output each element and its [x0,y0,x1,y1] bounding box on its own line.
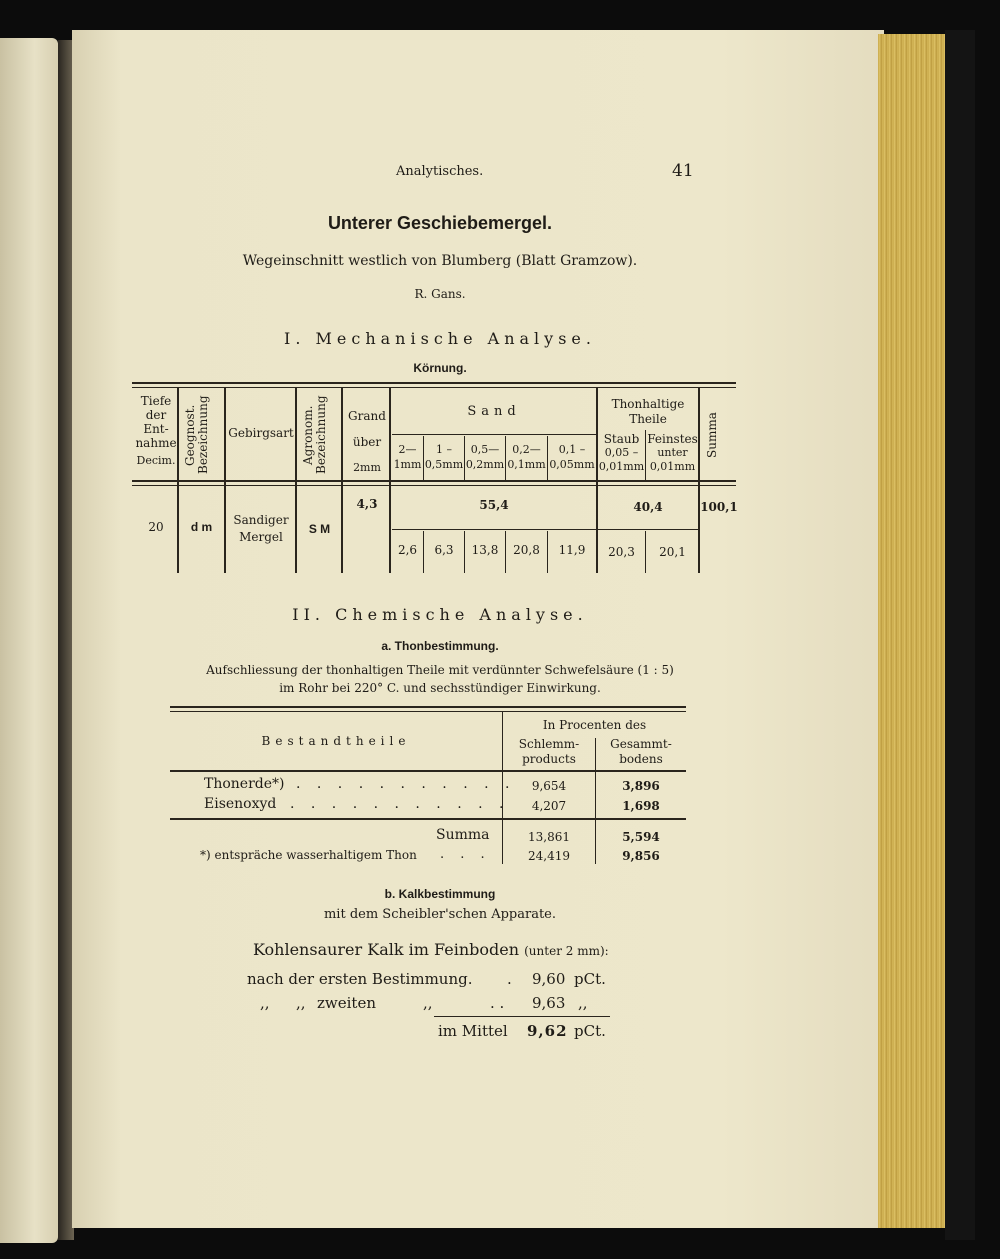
cell-summa: 100,1 [700,500,738,514]
left-page-edge [0,38,58,1243]
cell-sand-total: 55,4 [479,498,509,512]
header-geognost: Geognost. Bezeichnung [183,395,210,475]
kalk-mittel-label: im Mittel [438,1022,508,1040]
section2-sub-a: a. Thonbestimmung. [381,639,499,653]
book-cover [945,30,975,1240]
table2-cell-schlemm: 9,654 [531,779,567,793]
table2-summa-schlemm: 13,861 [528,830,570,844]
header-grand: Grand über 2mm [348,409,386,474]
kalk-line2-value: 9,63 [532,994,566,1012]
section2-title: II. Chemische Analyse. [292,605,588,624]
table2-summa-label: Summa [436,827,490,843]
header-thon-col: Staub 0,05 – 0,01mm [598,432,645,473]
table2-row-label: Thonerde*) [204,776,285,792]
sand-sub-rule [392,434,596,435]
table1-row-sub-rule [392,529,700,530]
header-sand: Sand [467,404,521,419]
running-title: Analytisches. [396,164,484,179]
table2-header-schlemm: Schlemm- products [518,737,580,766]
kalk-ditto: ,, [423,994,433,1012]
leader-dots: . . . [440,847,491,862]
page-number: 41 [672,161,694,181]
header-sand-col: 0,2— 0,1mm [507,443,546,471]
cell-sand-value: 6,3 [434,543,454,557]
kalk-dot: . [507,970,512,988]
cell-tiefe: 20 [148,520,164,534]
table2-footnote-gesammt: 9,856 [622,849,660,863]
kalk-mittel-value: 9,62 [527,1022,568,1040]
cell-sand-value: 20,8 [513,543,540,557]
table2-summa-rule [170,818,686,820]
kalk-line2-unit: ,, [578,994,588,1012]
cell-grand: 4,3 [356,497,378,511]
header-thon: Thonhaltige Theile [611,397,685,426]
section1-title: I. Mechanische Analyse. [284,329,596,348]
kalk-heading: Kohlensaurer Kalk im Feinboden (unter 2 mm): [253,940,609,959]
kalk-line1-value: 9,60 [532,970,566,988]
section2-desc-line2: im Rohr bei 220° C. und sechsstündiger Einwirkung. [279,681,601,695]
table1-header-rule-2 [132,485,736,486]
cell-sand-value: 13,8 [471,543,499,557]
table1-top-rule-2 [132,387,736,388]
kalk-ditto: ,, [296,994,306,1012]
section1-subtitle: Körnung. [413,361,467,375]
location-line: Wegeinschnitt westlich von Blumberg (Blatt Gramzow). [242,253,638,269]
header-gebirgsart: Gebirgsart [228,426,294,440]
page-title: Unterer Geschiebemergel. [327,213,553,233]
section2-desc-line1: Aufschliessung der thonhaltigen Theile mit verdünnter Schwefelsäure (1 : 5) [206,663,674,677]
kalk-dot: . . [490,994,505,1012]
header-tiefe: Tiefe der Ent- nahme Decim. [135,394,177,467]
header-sand-col: 0,5— 0,2mm [465,443,505,471]
book-page [72,30,884,1228]
table2-cell-schlemm: 4,207 [531,799,567,813]
table2-footnote-label: *) entspräche wasserhaltigem Thon [200,848,417,862]
table2-header-bestand: Bestandtheile [261,734,411,748]
section2-sub-b-desc: mit dem Scheibler'schen Apparate. [323,907,556,922]
table2-top-rule-2 [170,711,686,712]
cell-sand-value: 2,6 [397,543,418,557]
header-summa: Summa [705,412,719,458]
leader-dots: . . . . . . . . . . . [296,776,516,792]
cell-thon-total: 40,4 [633,500,663,514]
cell-sand-value: 11,9 [558,543,586,557]
leader-dots: . . . . . . . . . . . [290,796,510,812]
author: R. Gans. [414,287,466,301]
cell-gebirgsart: Sandiger Mergel [233,513,289,544]
page-edges [878,34,948,1228]
table2-header-gesammt: Gesammt- bodens [610,737,672,766]
header-thon-col: Feinstes unter 0,01mm [647,432,698,473]
cell-thon-value: 20,1 [659,545,686,559]
cell-agronom: S M [308,522,331,536]
table1-top-rule [132,382,736,384]
table2-row-label: Eisenoxyd [204,796,277,812]
header-sand-col: 1 – 0,5mm [424,443,464,471]
table2-top-rule [170,706,686,708]
header-sand-col: 2— 1mm [393,443,422,471]
table2-header-rule [170,770,686,772]
section2-sub-b: b. Kalkbestimmung [384,887,496,901]
header-sand-col: 0,1 – 0,05mm [549,443,595,471]
kalk-sum-rule [434,1016,610,1017]
kalk-ditto: ,, [260,994,270,1012]
header-agronom: Agronom. Bezeichnung [301,395,328,475]
table2-cell-gesammt: 3,896 [622,779,660,793]
table2-header-group: In Procenten des [542,718,647,732]
kalk-line1-unit: pCt. [574,970,606,988]
kalk-line2-label: zweiten [317,994,376,1012]
cell-thon-value: 20,3 [608,545,635,559]
kalk-line1-label: nach der ersten Bestimmung. [247,970,473,988]
table2-cell-gesammt: 1,698 [622,799,660,813]
table2-summa-gesammt: 5,594 [622,830,660,844]
table1-header-rule [132,480,736,482]
table2-footnote-schlemm: 24,419 [528,849,570,863]
kalk-mittel-unit: pCt. [574,1022,606,1040]
cell-geognost: d m [190,520,213,534]
